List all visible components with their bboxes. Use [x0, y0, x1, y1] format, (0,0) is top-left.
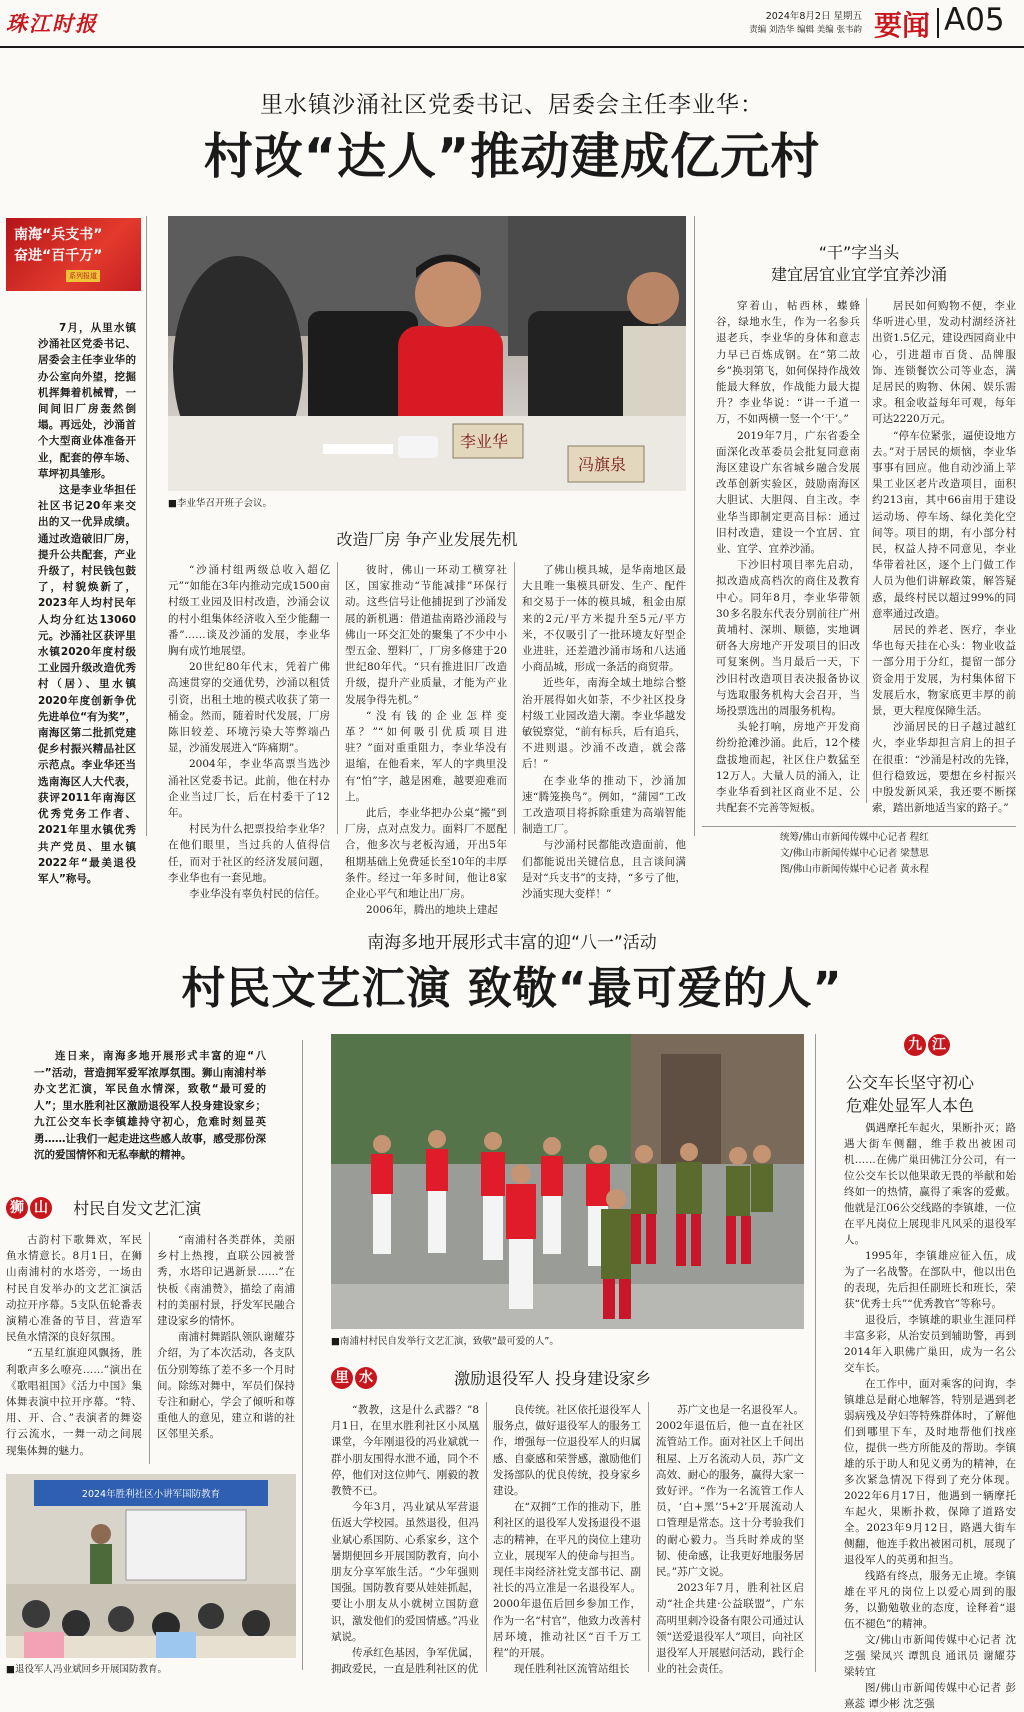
series-badge	[6, 218, 141, 291]
lishui-col3: 苏广文也是一名退役军人。2002年退伍后，他一直在社区流管站工作。面对社区上千间出租屋、上万名流动人员，苏广文高效、耐心的服务，赢得大家一致好评。“作为一名流管工作人员，‘白+黑’‘5+2’开展流动人口管理是常态。这十分考验我们的耐心毅力。当兵时养成的坚韧、使命感，让我更好地服务居民。”苏广文说。 2023年7月，胜利社区启动“社企共建·公益联盟”，广东高明里刺冷设备有限公司通过认领“送爱退役军人”项目，向社区退役军人开展慰问活动，践行企业的社会责任。	[656, 1404, 804, 1676]
dance-photo-caption: ■南浦村村民自发举行文艺汇演，致敬“最可爱的人”。	[331, 1336, 559, 1347]
seal: 江	[928, 1034, 950, 1056]
nameplate-label: 李业华	[460, 432, 509, 451]
subhead-livable: 建宜居宜业宜学宜养沙涌	[770, 265, 947, 284]
story1-col-right1: 穿着山，帖西林，蝶蜂谷，绿地水生，作为一名参兵退老兵，李业华的身体和意志力早已百炼成钢。在“第二故乡”换羽第飞，如何保持作战效能最大释放，作战能力最大提升？李业华说：“讲一千道一万，不如两横一竖一个‘干’。” 2019年7月，广东省委全面深化改革委员会批复同意南海区建设广东省城乡融合发展改革创新实验区，鼓励南海区大胆试、大胆闯、自主改。李业华当即制定更高目标：通过旧村改造，建设一个宜居、宜业、宜学、宜养沙涌。 下沙旧村项目率先启动，拟改造成高档次的商住及教育中心。同年8月，李业华带领30多名股东代表分别前往广州黄埔村、深圳、顺德，实地调研各大房地产开发项目的旧改可复案例。当月最后一天，下沙旧村改造项目表决报备协议与选取服务机构大会召开，当场投票选出的周服务机构。 头轮打响，房地产开发商纷纷抢滩沙涌。此后，12个楼盘拔地而起，社区住户数猛至12万人。大量人员的涌入，让李业华看到社区商业不足、公共配套不完善等短板。	[716, 300, 860, 815]
story2-intro: 连日来，南海多地开展形式丰富的迎“八一”活动，营造拥军爱军浓厚氛围。狮山南浦村举办文艺汇演，军民鱼水情深，致敬“最可爱的人”；里水胜利社区激励退役军人投身建设家乡；九江公交车长李镇雄持守初心，危难时刻显英勇……让我们一起走进这些感人故事，感受那份深沉的爱国情怀和无私奉献的精神。	[34, 1050, 266, 1161]
story1-col-left: 7月，从里水镇沙涌社区党委书记、居委会主任李业华的办公室向外望，挖掘机挥舞着机械臂，一间间旧厂房轰然倒塌。再远处，沙涌首个大型商业体准备开业，配套的停车场、草坪初具雏形。 这是李业华担任社区书记20年来交出的又一优异成绩。通过改造破旧厂房，提升公共配套，产业升级了，村民钱包鼓了，村貌焕新了，2023年人均村民年人均分红达13060元。沙涌社区获评里水镇2020年度村级工业园升级改造优秀村（居）、里水镇2020年度创新争优先进单位“有为奖”，南海区第二批抓党建促乡村振兴精品社区示范点。李业华还当选南海区人大代表，获评2011年南海区优秀党务工作者、2021年里水镇优秀共产党员、里水镇2022年“最美退役军人”称号。	[38, 322, 136, 885]
seal: 九	[904, 1034, 926, 1056]
seal: 水	[355, 1367, 377, 1389]
classroom-photo-caption: ■退役军人冯业斌回乡开展国防教育。	[6, 1664, 167, 1675]
divider	[702, 826, 1016, 827]
jiujiang-col: 偶遇摩托车起火，果断扑灭；路遇大街车侧翻，维手救出被困司机……在佛广巢田佛江分公司，有一位公交车长以他果敢无畏的举献和始终如一的热情，赢得了乘客的爱戴。他就是江06公交线路的李镇雄，一位在平凡岗位上展现非凡风采的退役军人。 1995年，李镇雄应征入伍，成为了一名战警。在部队中，他以出色的表现，先后担任副班长和班长，荣获“优秀士兵”“优秀教官”等称号。 退役后，李镇雄的职业生涯同样丰富多彩，从治安员到辅助警，再到2014年入职佛广巢田，成为一名公交车长。 在工作中，面对乘客的问询，李镇雄总是耐心地解答，特别是遇到老弱病残及孕妇等特殊群体时，了解他们到哪里下车，及时地帮他们找座位，提供一些方所能及的帮助。李镇雄的乐于助人和见义勇为的精神，在多次紧急情况下得到了充分体现。2022年6月17日，他遇到一辆摩托车起火，果断扑救，保障了道路安全。2023年9月12日，路遇大街车侧翻，他连手救出被困司机，展现了退役军人的英勇和担当。 线路有终点，服务无止境。李镇雄在平凡的岗位上以爱心周到的服务，以勤勉敬业的态度，诠释着“退伍不褪色”的精神。 文/佛山市新闻传媒中心记者 沈芝强 梁凤兴 谭凯良 通讯员 谢耀芬 梁转宜 图/佛山市新闻传媒中心记者 彭熹蕊 谭少彬 沈芝强	[844, 1122, 1016, 1710]
masthead-logo: 珠江时报	[6, 11, 98, 36]
divider	[486, 1402, 487, 1672]
jiujiang-title-2: 危难处显军人本色	[846, 1096, 975, 1115]
page-number: A05	[944, 2, 1005, 38]
nameplate-label: 冯旗泉	[578, 455, 627, 474]
masthead-editors: 责编 刘浩华 编辑 美编 张韦韵	[749, 25, 862, 35]
story1-col-mid2: 彼时，佛山一环动工横穿社区，国家推动“节能减排”环保行动。这些信号让他捕捉到了沙涌发展的新机遇：借道盐南路沙涌段与佛山一环交汇处的聚集了不少中小型五金、塑料厂，厂房多修建于20世纪80年代。“只有推进旧厂改造升级，提升产业质量，才能为产业发展争得先机。” “没有钱的企业怎样变革？”“如何吸引优质项目进驻？”面对重重阻力，李业华没有退缩，在他看来，军人的字典里没有“怕”字，越是困难，越要迎难而上。 此后，李业华把办公桌“搬”到厂房，点对点发力。面料厂不愿配合，他多次与老板沟通，开出5年租期基础上免费延长至10年的丰厚条件。经过一年多时间，他让8家企业心平气和地让出厂房。 2006年，腾出的地块上建起	[345, 564, 507, 917]
meeting-photo-art	[168, 216, 686, 491]
badge-tag: 系列报道	[66, 270, 100, 282]
story2-headline: 村民文艺汇演 致敬“最可爱的人”	[181, 963, 843, 1014]
lishui-col2: 良传统。社区依托退役军人服务点，做好退役军人的服务工作，增强每一位退役军人的归属感、自豪感和荣誉感，激励他们发扬部队的优良传统，投身家乡建设。 在“双拥”工作的推动下，胜利社区的退役军人发扬退役不退志的精神，在平凡的岗位上建功立业，展现军人的使命与担当。现任丰岗经济社党支部书记、副社长的冯立准是一名退役军人。2000年退伍后回乡参加工作，作为一名“村官”，他致力改善村居环境，推动社区“百千万工程”的开展。 现任胜利社区流管站组长	[493, 1404, 641, 1676]
divider	[694, 216, 695, 836]
seal: 里	[331, 1367, 353, 1389]
jiujiang-title-1: 公交车长坚守初心	[846, 1073, 975, 1092]
seal: 狮	[6, 1197, 28, 1219]
lishui-col1: “教教，这是什么武器？”8月1日，在里水胜利社区小凤凰课堂，今年刚退役的冯业斌就一群小朋友围得水泄不通，同个不停，他们对这位帅气、刚毅的教教赞不已。 今年3月，冯业斌从军营退伍返大学校园。虽然退役，但冯业斌心系国防、心系家乡，这个暑期便回乡开展国防教育，向小朋友分享军旅生活。“少年强则国强。国防教育要从娃娃抓起，要让小朋友从小就树立国防意识，激发他们的爱国情感。”冯业斌说。 传承红色基因，争军优属，拥政爱民，一直是胜利社区的优	[331, 1404, 479, 1676]
story2-kicker: 南海多地开展形式丰富的迎“八一”活动	[367, 933, 657, 953]
meeting-photo	[168, 216, 686, 491]
masthead-rule	[0, 46, 1024, 48]
badge-line1: 南海“兵支书”	[14, 227, 103, 243]
shishan-col2: “南浦村各类群体，美丽乡村上热搜，直联公园被誉秀，水塔印记遇新景……”在快板《南浦赞》，描绘了南浦村的美丽村景，抒发军民融合建设家乡的情怀。 南浦村舞蹈队领队谢耀芬介绍，为了本次活动，各支队伍分别筹练了差不多一个月时间。除练对舞中，军员们保持专注和耐心，学会了倾听和尊重他人的意见，建立和谐的社区邻里关系。	[157, 1234, 295, 1441]
subhead-factory: 改造厂房 争产业发展先机	[336, 530, 518, 549]
divider	[149, 1232, 150, 1464]
section-label: 要闻	[874, 9, 931, 42]
divider	[866, 298, 867, 803]
lishui-title: 激励退役军人 投身建设家乡	[454, 1369, 652, 1388]
masthead-date: 2024年8月2日 星期五	[765, 11, 862, 22]
divider	[514, 562, 515, 834]
masthead-divider	[937, 8, 939, 38]
divider	[302, 1040, 303, 1670]
badge-line2: 奋进“百千万”	[14, 248, 103, 264]
classroom-photo	[6, 1474, 296, 1658]
divider	[815, 1034, 816, 1672]
story1-headline: 村改“达人”推动建成亿元村	[203, 128, 821, 185]
dance-photo	[331, 1034, 804, 1329]
seal: 山	[30, 1197, 52, 1219]
shishan-col1: 古韵村下歌舞欢，军民鱼水情意长。8月1日，在狮山南浦村的水塔旁，一场由村民自发举办的文艺汇演活动拉开序幕。5支队伍轮番表演精心准备的节目，营造军民鱼水情深的良好氛围。 “五星红旗迎风飘扬，胜利歌声多么嘹亮……”演出在《歌唱祖国》《活力中国》集体舞表演中拉开序幕。“特、用、开、合、”表演者的舞姿行云流水，一舞一动之间展现集体舞的魅力。	[6, 1234, 142, 1457]
divider	[146, 216, 147, 836]
story1-col-mid1: “沙涌村组两级总收入超亿元”“如能在3年内推动完成1500亩村级工业园及旧村改造，沙涌会议的村小组集体经济收入至少能翻一番”……谈及沙涌的发展，李业华胸有成竹地展望。 20世纪80年代末，凭着广佛高速贯穿的交通优势，沙涌以租赁引资，出租土地的模式收获了第一桶金。然而，随着时代发展，厂房陈旧较差、环境污染大等弊端凸显，沙涌发展进入“阵痛期”。 2004年，李业华高票当选沙涌社区党委书记。此前，他在村办企业当过厂长，后在村委干了12年。 村民为什么把票投给李业华？在他们眼里，当过兵的人值得信任，而对于社区的经济发展问题，李业华也有一套见地。 李业华没有辜负村民的信任。	[168, 564, 330, 901]
divider	[337, 562, 338, 834]
story1-credits: 统筹/佛山市新闻传媒中心记者 程红 文/佛山市新闻传媒中心记者 梁慧思 图/佛山市新闻传媒中心记者 黄永程	[780, 832, 929, 875]
story1-col-right2: 居民如何购物不便，李业华听进心里，发动村湖经济社出资1.5亿元，建设西园商业中心，引进超市百货、品牌服饰、连锁餐饮公司等业态，满足居民的购物、休闲、娱乐需求。租金收益每年可观，每年可达2220万元。 “停车位紧张，逼使设地方去。”对于居民的烦恼，李业华事事有回应。他自动沙涌上苹果工业区老片改造项目，面积约213亩，其中66亩用于建设运动场、停车场、绿化美化空间等。项目的期，有小部分村民，权益人持不同意见，李业华带着社区，逐个上门做工作人员为他们讲解政策，解答疑惑，最终村民以超过99%的同意率通过改造。 居民的养老、医疗，李业华也每天挂在心头：物业收益一部分用于分红，提留一部分资金用于发展，为村集体留下发展后水，物家底更丰厚的前景，更大程度保障生活。 沙涌居民的日子越过越红火，李业华却担言肩上的担子在很重：“沙涌是村改的先锋，但行稳致远，要想在乡村振兴中殷发新风采，我还要不断探索，踏出新地适当家的路子。”	[872, 300, 1016, 815]
story1-col-mid3: 了佛山模具城，是华南地区最大且唯一集模具研发、生产、配件和交易于一体的模具城，租金由原来的2元/平方米提升至5元/平方米，不仅吸引了一批环境友好型企业进驻，还差遣沙涌市场和八达通小商品城，形成一条活的商贸带。 近些年，南海全域土地综合整治开展得如火如荼，不少社区投身村级工业园改造大潮。李业华越发敏锐察觉，“前有标兵，后有追兵，不进则退。沙涌不改造，就会落后！” 在李业华的推动下，沙涌加速“腾笼换鸟”。例如，“蒲园”工改工改造项目将拆除重建为高端智能制造工厂。 与沙涌村民都能改造面前，他们都能说出关键信息，且言谈间满是对“兵支书”的支持，“多亏了他，沙涌实现大变样！”	[522, 564, 686, 901]
dance-photo-art	[331, 1034, 804, 1329]
lishui-section-head	[331, 1366, 651, 1389]
meeting-photo-caption: ■李业华召开班子会议。	[168, 498, 272, 509]
jiujiang-seals	[904, 1034, 952, 1056]
divider	[648, 1402, 649, 1672]
subhead-gan: “干”字当头	[818, 243, 900, 262]
story1-kicker: 里水镇沙涌社区党委书记、居委会主任李业华：	[260, 92, 764, 118]
class-banner: 2024年胜利社区小讲军国防教育	[81, 1489, 221, 1500]
shishan-title: 村民自发文艺汇演	[73, 1199, 202, 1218]
classroom-photo-art	[6, 1474, 296, 1658]
shishan-section-head	[6, 1196, 201, 1219]
